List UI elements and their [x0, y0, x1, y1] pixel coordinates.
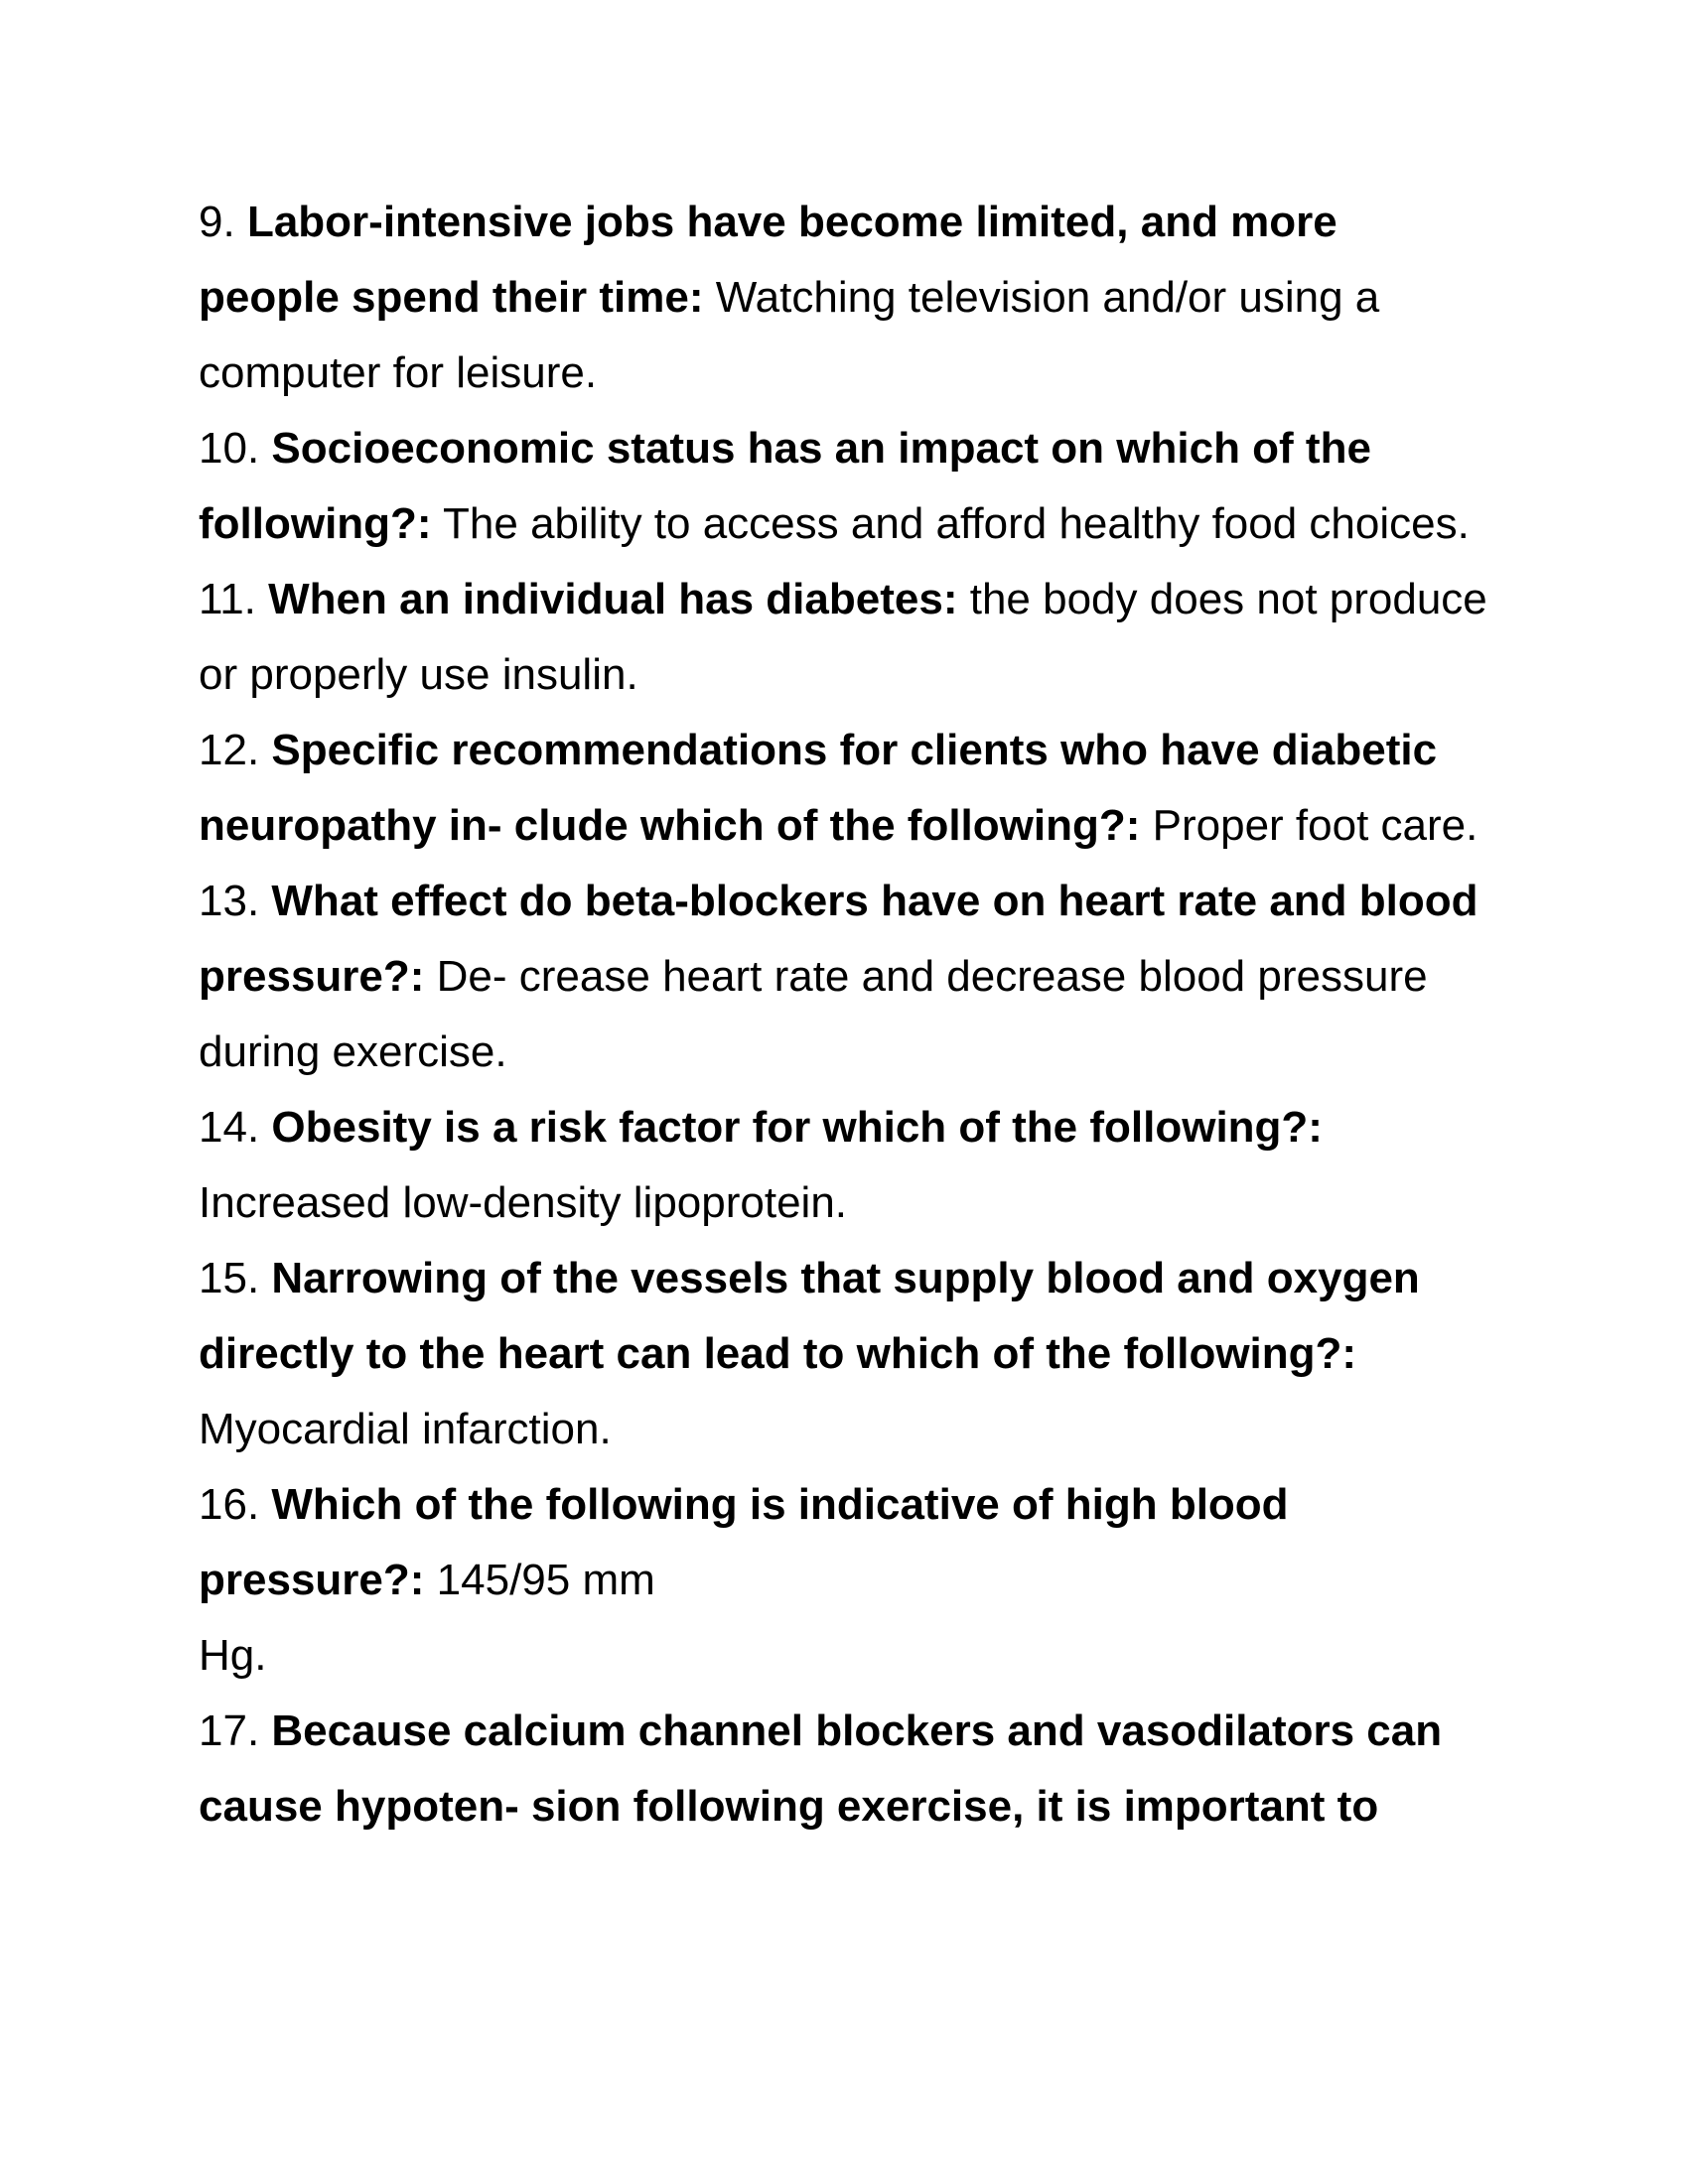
item-question: Obesity is a risk factor for which of the following?:: [271, 1103, 1323, 1152]
qa-item-14: [199, 1090, 1489, 1241]
item-number: 17.: [199, 1706, 260, 1755]
item-answer: 145/95 mm: [436, 1556, 655, 1604]
qa-item-17: [199, 1694, 1489, 1844]
item-answer: De- crease heart rate and decrease blood pressure during exercise.: [199, 952, 1428, 1076]
item-answer-continuation: Hg.: [199, 1631, 267, 1680]
item-answer: The ability to access and afford healthy food choices.: [443, 499, 1470, 548]
item-number: 10.: [199, 424, 260, 473]
item-question: Labor-intensive jobs have become limited, and more people spend their time:: [199, 198, 1337, 322]
item-question: Socioeconomic status has an impact on which of the following?:: [199, 424, 1371, 548]
qa-item-16: [199, 1467, 1489, 1694]
qa-item-15: [199, 1241, 1489, 1467]
qa-item-9: [199, 185, 1489, 411]
item-question: Which of the following is indicative of high blood pressure?:: [199, 1480, 1289, 1604]
item-answer: Proper foot care.: [1152, 801, 1478, 850]
item-number: 13.: [199, 877, 260, 925]
item-answer: Myocardial infarction.: [199, 1405, 612, 1453]
item-number: 11.: [199, 575, 256, 623]
item-question: What effect do beta-blockers have on heart rate and blood pressure?:: [199, 877, 1478, 1001]
item-answer: the body does not produce or properly use insulin.: [199, 575, 1487, 699]
qa-item-13: [199, 864, 1489, 1090]
item-number: 15.: [199, 1254, 260, 1302]
item-number: 9.: [199, 198, 235, 246]
item-number: 12.: [199, 726, 260, 774]
qa-list: [199, 185, 1489, 1844]
item-number: 16.: [199, 1480, 260, 1529]
item-number: 14.: [199, 1103, 260, 1152]
item-question: Specific recommendations for clients who have diabetic neuropathy in- clude which of the following?:: [199, 726, 1438, 850]
item-answer: Watching television and/or using a computer for leisure.: [199, 273, 1380, 397]
item-question: When an individual has diabetes:: [268, 575, 958, 623]
item-answer: Increased low-density lipoprotein.: [199, 1178, 848, 1227]
item-question: Narrowing of the vessels that supply blood and oxygen directly to the heart can lead to which of the following?:: [199, 1254, 1420, 1378]
qa-item-11: [199, 562, 1489, 713]
qa-item-12: [199, 713, 1489, 864]
item-question: Because calcium channel blockers and vasodilators can cause hypoten- sion following exercise, it is important to: [199, 1706, 1443, 1831]
qa-item-10: [199, 411, 1489, 562]
